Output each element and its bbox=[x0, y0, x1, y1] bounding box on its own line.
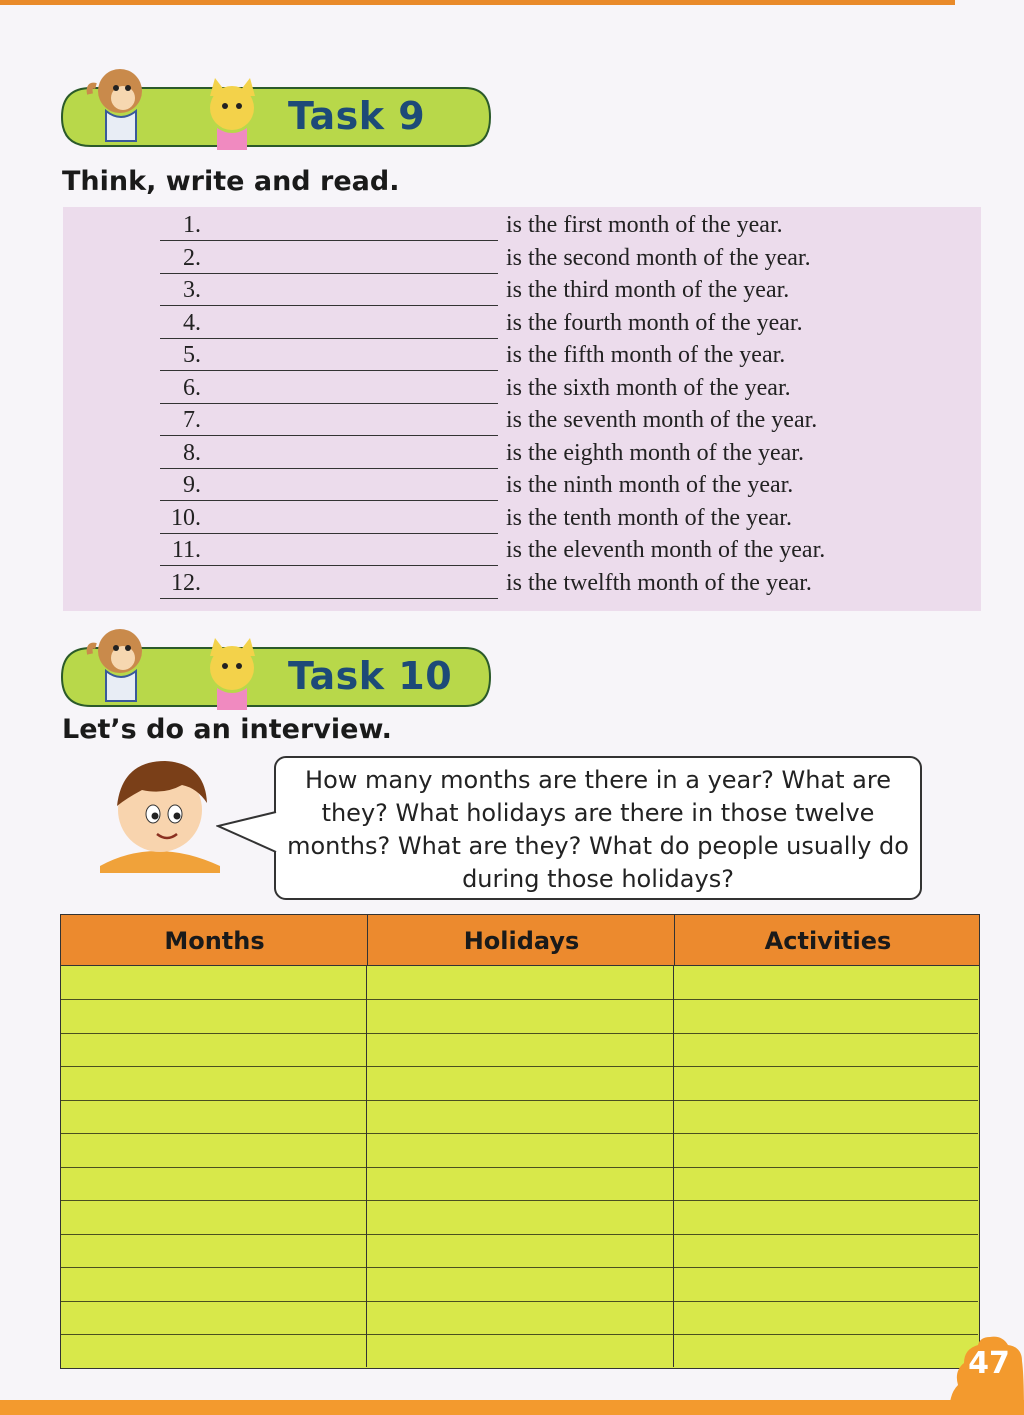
speech-bubble bbox=[274, 756, 922, 900]
cat-icon bbox=[195, 636, 270, 721]
item-text: is the ninth month of the year. bbox=[506, 472, 794, 498]
answer-blank[interactable] bbox=[160, 533, 498, 534]
item-text: is the second month of the year. bbox=[506, 245, 811, 271]
task-9-banner bbox=[60, 86, 492, 148]
item-text: is the fifth month of the year. bbox=[506, 342, 786, 368]
exercise-row bbox=[63, 245, 981, 278]
row-line bbox=[61, 999, 978, 1000]
speech-bubble-tail bbox=[216, 810, 280, 854]
row-line bbox=[61, 1066, 978, 1067]
item-text: is the tenth month of the year. bbox=[506, 505, 792, 531]
exercise-row bbox=[63, 310, 981, 343]
answer-blank[interactable] bbox=[160, 305, 498, 306]
table-header-row bbox=[60, 914, 980, 966]
exercise-row bbox=[63, 570, 981, 603]
item-number: 4. bbox=[183, 310, 201, 336]
exercise-row bbox=[63, 375, 981, 408]
item-number: 11. bbox=[171, 537, 201, 563]
answer-blank[interactable] bbox=[160, 468, 498, 469]
page-number: 47 bbox=[968, 1346, 1010, 1381]
row-line bbox=[61, 1334, 978, 1335]
item-number: 2. bbox=[183, 245, 201, 271]
task-10-title: Task 10 bbox=[288, 654, 453, 698]
item-number: 7. bbox=[183, 407, 201, 433]
answer-blank[interactable] bbox=[160, 273, 498, 274]
item-number: 1. bbox=[183, 212, 201, 238]
item-number: 8. bbox=[183, 440, 201, 466]
column-header-activities: Activities bbox=[764, 927, 892, 955]
answer-blank[interactable] bbox=[160, 598, 498, 599]
exercise-row bbox=[63, 277, 981, 310]
top-border-bar bbox=[0, 0, 955, 5]
column-divider bbox=[367, 915, 368, 967]
answer-blank[interactable] bbox=[160, 565, 498, 566]
item-text: is the third month of the year. bbox=[506, 277, 790, 303]
row-line bbox=[61, 1234, 978, 1235]
row-line bbox=[61, 1267, 978, 1268]
item-text: is the seventh month of the year. bbox=[506, 407, 818, 433]
row-line bbox=[61, 1100, 978, 1101]
item-number: 3. bbox=[183, 277, 201, 303]
row-line bbox=[61, 1133, 978, 1134]
monkey-icon bbox=[78, 56, 203, 146]
answer-blank[interactable] bbox=[160, 240, 498, 241]
task-10-instruction: Let’s do an interview. bbox=[62, 714, 392, 745]
cat-icon bbox=[195, 76, 270, 161]
column-divider bbox=[673, 966, 674, 1367]
row-line bbox=[61, 1033, 978, 1034]
answer-blank[interactable] bbox=[160, 403, 498, 404]
exercise-row bbox=[63, 537, 981, 570]
column-divider bbox=[366, 966, 367, 1367]
table-body bbox=[60, 966, 980, 1369]
answer-blank[interactable] bbox=[160, 435, 498, 436]
row-line bbox=[61, 1200, 978, 1201]
row-line bbox=[61, 1167, 978, 1168]
item-text: is the first month of the year. bbox=[506, 212, 783, 238]
answer-blank[interactable] bbox=[160, 500, 498, 501]
column-divider bbox=[674, 915, 675, 967]
item-text: is the twelfth month of the year. bbox=[506, 570, 812, 596]
fill-in-exercise-panel bbox=[63, 207, 981, 611]
item-number: 5. bbox=[183, 342, 201, 368]
exercise-row bbox=[63, 342, 981, 375]
answer-blank[interactable] bbox=[160, 370, 498, 371]
item-text: is the eleventh month of the year. bbox=[506, 537, 826, 563]
boy-character-icon bbox=[95, 758, 225, 873]
monkey-icon bbox=[78, 616, 203, 706]
item-number: 12. bbox=[171, 570, 201, 596]
column-header-months: Months bbox=[164, 927, 265, 955]
exercise-row bbox=[63, 407, 981, 440]
task-9-instruction: Think, write and read. bbox=[62, 166, 400, 197]
item-number: 9. bbox=[183, 472, 201, 498]
item-text: is the fourth month of the year. bbox=[506, 310, 803, 336]
exercise-row bbox=[63, 212, 981, 245]
exercise-row bbox=[63, 440, 981, 473]
row-line bbox=[61, 1301, 978, 1302]
item-text: is the sixth month of the year. bbox=[506, 375, 791, 401]
bottom-border-bar bbox=[0, 1400, 1024, 1415]
item-text: is the eighth month of the year. bbox=[506, 440, 804, 466]
task-10-banner bbox=[60, 646, 492, 708]
exercise-row bbox=[63, 472, 981, 505]
interview-table bbox=[60, 914, 980, 1369]
item-number: 10. bbox=[171, 505, 201, 531]
task-9-title: Task 9 bbox=[288, 94, 426, 138]
speech-bubble-text: How many months are there in a year? What are they? What holidays are there in those twelve months? What are they? What do people usually do during those holidays? bbox=[287, 766, 909, 893]
answer-blank[interactable] bbox=[160, 338, 498, 339]
item-number: 6. bbox=[183, 375, 201, 401]
column-header-holidays: Holidays bbox=[463, 927, 580, 955]
exercise-row bbox=[63, 505, 981, 538]
